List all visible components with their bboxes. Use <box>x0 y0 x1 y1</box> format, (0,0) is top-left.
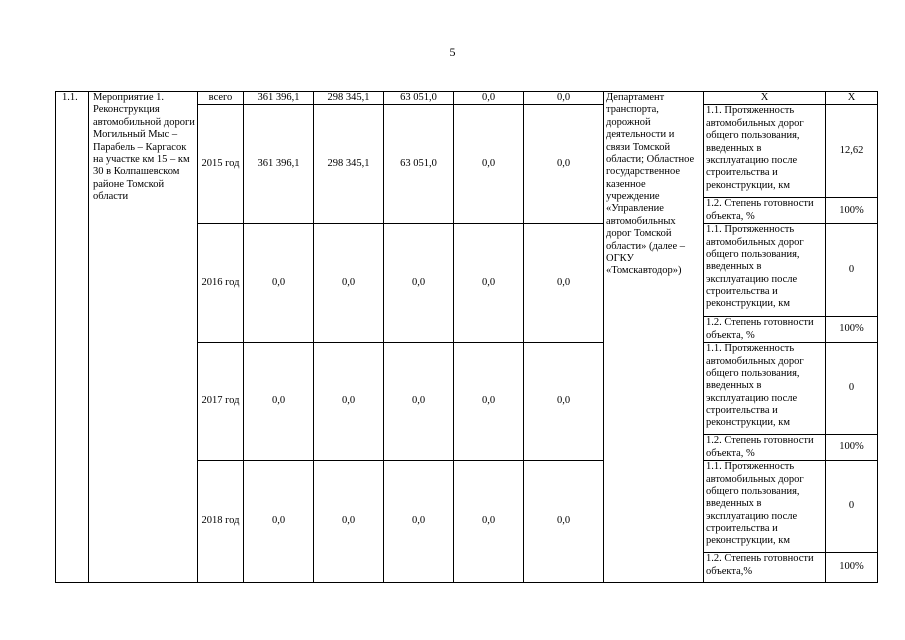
indicator-2017-readiness: 1.2. Степень готовности объекта, % <box>704 435 826 461</box>
year-2015: 2015 год <box>198 105 244 224</box>
value-2015-length: 12,62 <box>826 105 878 198</box>
indicator-2016-length: 1.1. Протяженность автомобильных дорог общего пользования, введенных в эксплуатацию после строительства и реконструкции, км <box>704 224 826 317</box>
cell-2018-3: 0,0 <box>384 461 454 583</box>
total-cell-1: 361 396,1 <box>244 92 314 105</box>
value-2016-length: 0 <box>826 224 878 317</box>
cell-2018-2: 0,0 <box>314 461 384 583</box>
cell-2018-5: 0,0 <box>524 461 604 583</box>
value-2018-readiness: 100% <box>826 553 878 583</box>
indicator-2016-readiness: 1.2. Степень готовности объекта, % <box>704 317 826 343</box>
value-2017-length: 0 <box>826 343 878 435</box>
total-indicator: Х <box>704 92 826 105</box>
total-label: всего <box>198 92 244 105</box>
cell-2018-4: 0,0 <box>454 461 524 583</box>
cell-2016-5: 0,0 <box>524 224 604 343</box>
cell-2016-2: 0,0 <box>314 224 384 343</box>
program-table <box>55 91 878 583</box>
cell-2015-4: 0,0 <box>454 105 524 224</box>
cell-2015-5: 0,0 <box>524 105 604 224</box>
cell-2016-4: 0,0 <box>454 224 524 343</box>
cell-2017-1: 0,0 <box>244 343 314 461</box>
cell-2017-5: 0,0 <box>524 343 604 461</box>
year-2017: 2017 год <box>198 343 244 461</box>
cell-2018-1: 0,0 <box>244 461 314 583</box>
total-indicator-value: Х <box>826 92 878 105</box>
indicator-2015-readiness: 1.2. Степень готовности объекта, % <box>704 198 826 224</box>
row-code: 1.1. <box>56 92 89 583</box>
cell-2015-2: 298 345,1 <box>314 105 384 224</box>
cell-2016-3: 0,0 <box>384 224 454 343</box>
value-2016-readiness: 100% <box>826 317 878 343</box>
indicator-2015-length: 1.1. Протяженность автомобильных дорог общего пользования, введенных в эксплуатацию после строительства и реконструкции, км <box>704 105 826 198</box>
executor: Департамент транспорта, дорожной деятельности и связи Томской области; Областное государственное казенное учреждение «Управление автомобильных дорог Томской области» (далее – ОГКУ «Томскавтодор») <box>604 92 704 583</box>
indicator-2018-readiness: 1.2. Степень готовности объекта,% <box>704 553 826 583</box>
indicator-2018-length: 1.1. Протяженность автомобильных дорог общего пользования, введенных в эксплуатацию после строительства и реконструкции, км <box>704 461 826 553</box>
value-2017-readiness: 100% <box>826 435 878 461</box>
value-2015-readiness: 100% <box>826 198 878 224</box>
cell-2015-3: 63 051,0 <box>384 105 454 224</box>
cell-2017-3: 0,0 <box>384 343 454 461</box>
cell-2017-2: 0,0 <box>314 343 384 461</box>
year-2016: 2016 год <box>198 224 244 343</box>
total-cell-3: 63 051,0 <box>384 92 454 105</box>
year-2018: 2018 год <box>198 461 244 583</box>
page-number: 5 <box>449 45 456 59</box>
cell-2017-4: 0,0 <box>454 343 524 461</box>
indicator-2017-length: 1.1. Протяженность автомобильных дорог общего пользования, введенных в эксплуатацию после строительства и реконструкции, км <box>704 343 826 435</box>
table-row-total <box>56 92 878 105</box>
total-cell-5: 0,0 <box>524 92 604 105</box>
event-name: Мероприятие 1. Реконструкция автомобильной дороги Могильный Мыс – Парабель – Каргасок на участке км 15 – км 30 в Колпашевском районе Томской области <box>89 92 198 583</box>
cell-2016-1: 0,0 <box>244 224 314 343</box>
cell-2015-1: 361 396,1 <box>244 105 314 224</box>
value-2018-length: 0 <box>826 461 878 553</box>
total-cell-2: 298 345,1 <box>314 92 384 105</box>
total-cell-4: 0,0 <box>454 92 524 105</box>
